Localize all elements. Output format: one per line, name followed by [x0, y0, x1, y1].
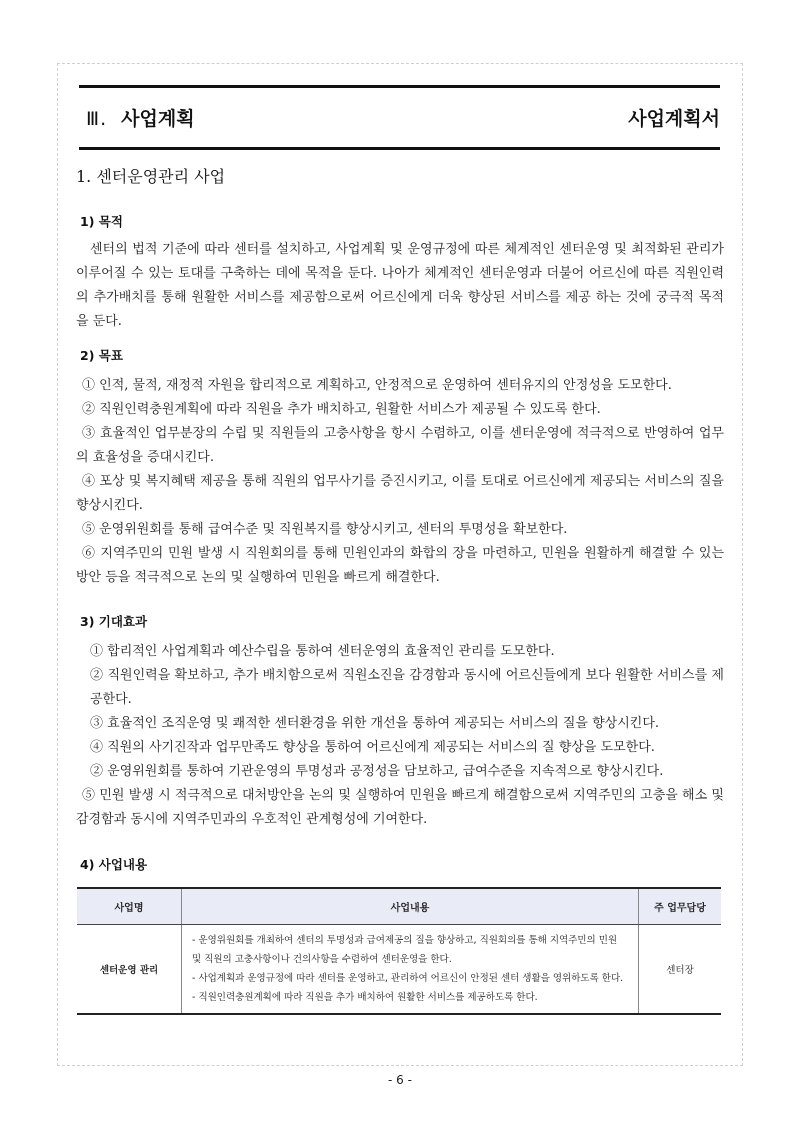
goals-heading: 2) 목표: [80, 348, 123, 363]
page-number: - 6 -: [388, 1073, 412, 1087]
column-header-staff: 주 업무담당: [639, 888, 722, 925]
header-bottom-rule: [79, 147, 720, 150]
effect-item: ④ 직원의 사기진작과 업무만족도 향상을 통하여 어르신에게 제공되는 서비스의 질 향상을 도모한다.: [90, 740, 655, 755]
goal-item: ④ 포상 및 복지혜택 제공을 통해 직원의 업무사기를 증진시키고, 이를 토대로 어르신에게 제공되는 서비스의 질을 향상시킨다.: [76, 474, 724, 513]
section-title: 1. 센터운영관리 사업: [76, 167, 226, 186]
staff-cell: 센터장: [639, 925, 722, 1015]
column-header-name: 사업명: [77, 888, 182, 925]
effect-item: ⑤ 민원 발생 시 적극적으로 대처방안을 논의 및 실행하여 민원을 빠르게 해결함으로써 지역주민의 고충을 해소 및 감경함과 동시에 지역주민과의 우호적인 관계형성에 기여한다.: [76, 788, 724, 827]
goal-item: ② 직원인력충원계획에 따라 직원을 추가 배치하고, 원활한 서비스가 제공될 수 있도록 한다.: [82, 402, 601, 417]
effects-heading: 3) 기대효과: [80, 614, 148, 629]
chapter-title: 사업계획: [121, 108, 195, 130]
business-name-cell: 센터운영 관리: [77, 925, 182, 1015]
document-title: 사업계획서: [628, 108, 720, 130]
effect-item: ② 운영위원회를 통하여 기관운영의 투명성과 공정성을 담보하고, 급여수준을 지속적으로 향상시킨다.: [90, 764, 664, 779]
content-bullet: - 운영위원회를 개최하여 센터의 투명성과 급여제공의 질을 향상하고, 직원회의를 통해 지역주민의 민원 및 직원의 고충사항이나 건의사항을 수렴하여 센터운영을 한다.: [192, 935, 618, 965]
content-bullet: - 직원인력충원계획에 따라 직원을 추가 배치하여 원활한 서비스를 제공하도록 한다.: [192, 992, 538, 1003]
content-heading: 4) 사업내용: [80, 857, 148, 872]
chapter-number: Ⅲ.: [86, 108, 108, 130]
business-table: [77, 887, 721, 1015]
goal-item: ③ 효율적인 업무분장의 수립 및 직원들의 고충사항을 항시 수렴하고, 이를 센터운영에 적극적으로 반영하여 업무의 효율성을 증대시킨다.: [76, 426, 724, 465]
chapter-heading: [86, 104, 195, 131]
table-header-row: [77, 888, 721, 925]
goals-list: [76, 374, 724, 590]
goal-item: ⑤ 운영위원회를 통해 급여수준 및 직원복지를 향상시키고, 센터의 투명성을 확보한다.: [82, 522, 568, 537]
effect-item: ③ 효율적인 조직운영 및 쾌적한 센터환경을 위한 개선을 통하여 제공되는 서비스의 질을 향상시킨다.: [90, 716, 660, 731]
effects-list: [76, 640, 724, 832]
column-header-content: 사업내용: [182, 888, 639, 925]
effect-item: ② 직원인력을 확보하고, 추가 배치함으로써 직원소진을 감경함과 동시에 어르신들에게 보다 원활한 서비스를 제공한다.: [90, 668, 724, 707]
effect-item: ① 합리적인 사업계획과 예산수립을 통하여 센터운영의 효율적인 관리를 도모한다.: [90, 644, 555, 659]
goal-item: ① 인적, 물적, 재정적 자원을 합리적으로 계획하고, 안정적으로 운영하여 센터유지의 안정성을 도모한다.: [82, 378, 672, 393]
business-content-cell: [182, 925, 639, 1015]
purpose-text: 센터의 법적 기준에 따라 센터를 설치하고, 사업계획 및 운영규정에 따른 체계적인 센터운영 및 최적화된 관리가 이루어질 수 있는 토대를 구축하는 데에 목적을 둔다. 나아가 체계적인 센터운영과 더불어 어르신에 따른 직원인력의 추가배치를 통해 원활한 서비스를 제공함으로써 어르신에게 더욱 향상된 서비스를 제공 하는 것에 궁극적 목적을 둔다.: [76, 242, 724, 329]
content-bullet: - 사업계획과 운영규정에 따라 센터를 운영하고, 관리하여 어르신이 안정된 센터 생활을 영위하도록 한다.: [192, 973, 624, 984]
purpose-heading: 1) 목적: [80, 214, 123, 229]
table-row: [77, 925, 721, 1015]
goal-item: ⑥ 지역주민의 민원 발생 시 직원회의를 통해 민원인과의 화합의 장을 마련하고, 민원을 원활하게 해결할 수 있는 방안 등을 적극적으로 논의 및 실행하여 민원을 빠르게 해결한다.: [76, 546, 724, 585]
header-top-rule: [79, 85, 720, 88]
